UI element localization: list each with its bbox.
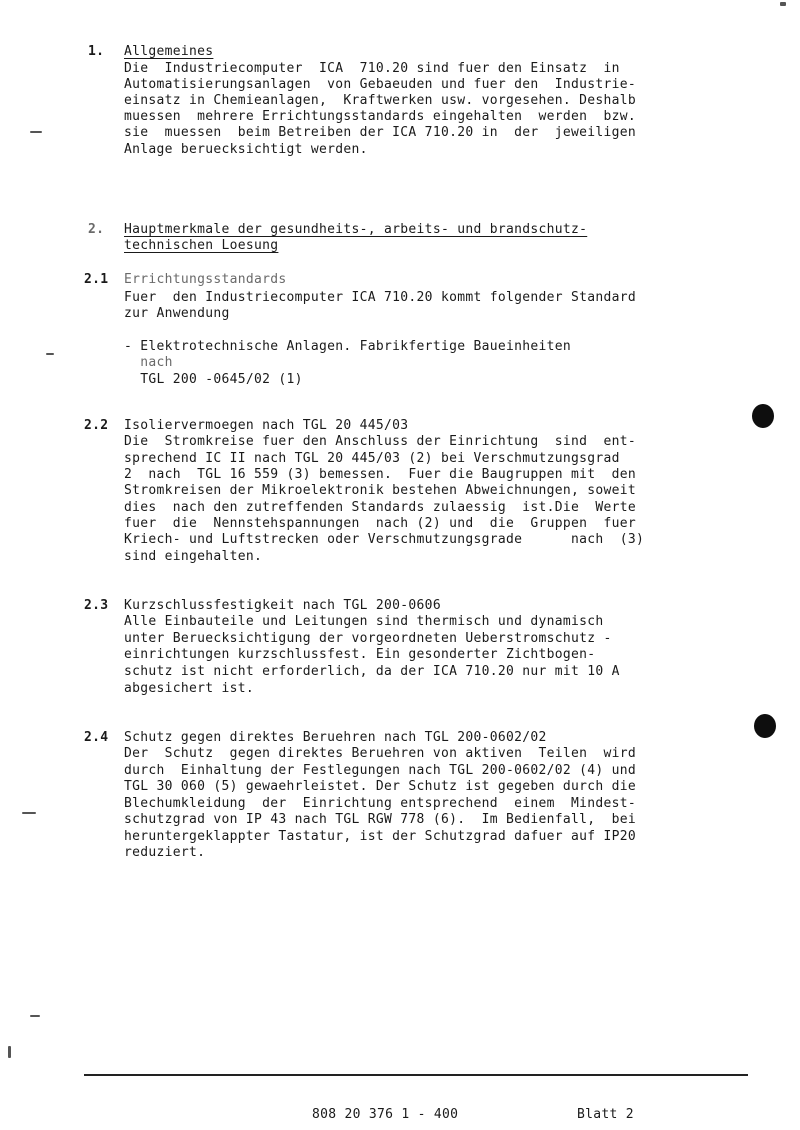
section-1-number: 1.: [88, 44, 105, 59]
body-line: sprechend IC II nach TGL 20 445/03 (2) bei Verschmutzungsgrad: [124, 451, 620, 466]
body-line: Anlage beruecksichtigt werden.: [124, 142, 368, 157]
body-line: unter Beruecksichtigung der vorgeordneten Ueberstromschutz -: [124, 631, 612, 646]
section-2-3-number: 2.3: [84, 598, 109, 613]
section-2-2-title: Isoliervermoegen nach TGL 20 445/03: [124, 418, 409, 433]
scan-speck: [30, 1015, 40, 1017]
section-2-1-title: Errichtungsstandards: [124, 272, 287, 287]
punch-hole: [752, 404, 774, 428]
section-2-4-number: 2.4: [84, 730, 109, 745]
scan-speck: [780, 2, 786, 6]
scan-speck: [30, 131, 42, 133]
body-line: schutzgrad von IP 43 nach TGL RGW 778 (6). Im Bedienfall, bei: [124, 812, 636, 827]
scan-speck: [22, 812, 36, 814]
body-line: Stromkreisen der Mikroelektronik bestehen Abweichnungen, soweit: [124, 483, 636, 498]
footer-rule: [84, 1074, 748, 1076]
section-2-1-number: 2.1: [84, 272, 109, 287]
body-line: sind eingehalten.: [124, 549, 263, 564]
body-line: Kriech- und Luftstrecken oder Verschmutzungsgrade nach (3): [124, 532, 645, 547]
body-line: heruntergeklappter Tastatur, ist der Schutzgrad dafuer auf IP20: [124, 829, 636, 844]
body-line: muessen mehrere Errichtungsstandards eingehalten werden bzw.: [124, 109, 636, 124]
body-line: 2 nach TGL 16 559 (3) bemessen. Fuer die Baugruppen mit den: [124, 467, 636, 482]
body-line: abgesichert ist.: [124, 681, 255, 696]
body-line: durch Einhaltung der Festlegungen nach TGL 200-0602/02 (4) und: [124, 763, 636, 778]
body-line: einsatz in Chemieanlagen, Kraftwerken usw. vorgesehen. Deshalb: [124, 93, 636, 108]
section-2-4-title: Schutz gegen direktes Beruehren nach TGL 200-0602/02: [124, 730, 547, 745]
section-2-title-line-2: technischen Loesung: [124, 238, 279, 253]
body-line: Der Schutz gegen direktes Beruehren von aktiven Teilen wird: [124, 746, 636, 761]
body-line: einrichtungen kurzschlussfest. Ein gesonderter Zichtbogen-: [124, 647, 596, 662]
body-line: Die Industriecomputer ICA 710.20 sind fuer den Einsatz in: [124, 61, 620, 76]
body-line: Alle Einbauteile und Leitungen sind thermisch und dynamisch: [124, 614, 604, 629]
body-line: schutz ist nicht erforderlich, da der ICA 710.20 nur mit 10 A: [124, 664, 620, 679]
footer-doc-number: 808 20 376 1 - 400: [312, 1107, 459, 1122]
section-2-title-line-1: Hauptmerkmale der gesundheits-, arbeits- und brandschutz-: [124, 222, 588, 237]
section-2-3-title: Kurzschlussfestigkeit nach TGL 200-0606: [124, 598, 441, 613]
section-2-2-number: 2.2: [84, 418, 109, 433]
list-item: - Elektrotechnische Anlagen. Fabrikfertige Baueinheiten: [124, 339, 571, 354]
punch-hole: [754, 714, 776, 738]
body-line: zur Anwendung: [124, 306, 230, 321]
body-line: sie muessen beim Betreiben der ICA 710.20 in der jeweiligen: [124, 125, 636, 140]
body-line: fuer die Nennstehspannungen nach (2) und die Gruppen fuer: [124, 516, 636, 531]
body-line: dies nach den zutreffenden Standards zulaessig ist.Die Werte: [124, 500, 636, 515]
list-item: nach: [124, 355, 173, 370]
body-line: Fuer den Industriecomputer ICA 710.20 kommt folgender Standard: [124, 290, 636, 305]
body-line: Die Stromkreise fuer den Anschluss der Einrichtung sind ent-: [124, 434, 636, 449]
body-line: Automatisierungsanlagen von Gebaeuden und fuer den Industrie-: [124, 77, 636, 92]
body-line: reduziert.: [124, 845, 206, 860]
list-item: TGL 200 -0645/02 (1): [124, 372, 303, 387]
body-line: Blechumkleidung der Einrichtung entsprechend einem Mindest-: [124, 796, 636, 811]
scan-speck: [46, 353, 54, 355]
section-2-number: 2.: [88, 222, 105, 237]
body-line: TGL 30 060 (5) gewaehrleistet. Der Schutz ist gegeben durch die: [124, 779, 636, 794]
footer-sheet: Blatt 2: [577, 1107, 634, 1122]
section-1-title: Allgemeines: [124, 44, 214, 59]
scan-speck: [8, 1046, 11, 1058]
